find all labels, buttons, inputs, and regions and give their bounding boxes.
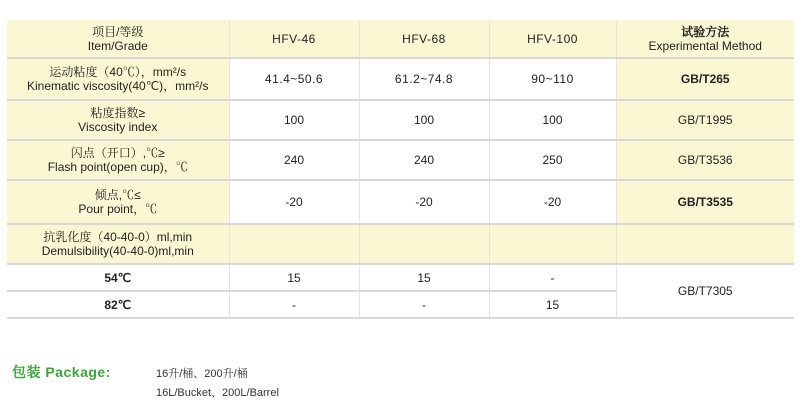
row-label-en: Pour point，℃ bbox=[78, 202, 158, 216]
row-viscosity-index bbox=[7, 100, 794, 140]
row-value-grade-1: -20 bbox=[229, 180, 359, 224]
row-value-grade-1: 15 bbox=[229, 264, 359, 291]
row-demulsibility-54 bbox=[7, 264, 794, 291]
header-method-cell bbox=[616, 20, 794, 58]
row-value-grade-1 bbox=[229, 224, 359, 264]
row-demulsibility bbox=[7, 224, 794, 264]
row-label-cell bbox=[7, 100, 229, 140]
demulsibility-method: GB/T7305 bbox=[616, 264, 794, 318]
row-value-grade-2: -20 bbox=[359, 180, 489, 224]
row-value-grade-3: 250 bbox=[489, 140, 616, 180]
row-pour-point bbox=[7, 180, 794, 224]
row-temperature: 82℃ bbox=[7, 291, 229, 318]
header-grade-2: HFV-68 bbox=[359, 20, 489, 58]
row-temperature: 54℃ bbox=[7, 264, 229, 291]
row-value-grade-1: 240 bbox=[229, 140, 359, 180]
package-line-en: 16L/Bucket、200L/Barrel bbox=[156, 387, 279, 399]
row-value-grade-2: - bbox=[359, 291, 489, 318]
row-label-en: Kinematic viscosity(40℃)，mm²/s bbox=[26, 79, 209, 93]
row-value-grade-2: 100 bbox=[359, 100, 489, 140]
row-value-grade-3: 100 bbox=[489, 100, 616, 140]
row-method: GB/T1995 bbox=[616, 100, 794, 140]
row-label-en: Flash point(open cup)，℃ bbox=[47, 160, 188, 174]
row-method: GB/T3536 bbox=[616, 140, 794, 180]
row-label-cn: 闪点（开口）,℃≥ bbox=[70, 146, 165, 160]
row-value-grade-2 bbox=[359, 224, 489, 264]
row-label-cell bbox=[7, 140, 229, 180]
header-grade-1: HFV-46 bbox=[229, 20, 359, 58]
header-item-en: Item/Grade bbox=[87, 38, 148, 53]
row-method: GB/T3535 bbox=[616, 180, 794, 224]
specification-table bbox=[7, 20, 794, 319]
row-label-cell bbox=[7, 58, 229, 100]
row-value-grade-2: 240 bbox=[359, 140, 489, 180]
row-value-grade-2: 15 bbox=[359, 264, 489, 291]
row-flash-point bbox=[7, 140, 794, 180]
row-method: GB/T265 bbox=[616, 58, 794, 100]
row-value-grade-3: 90~110 bbox=[489, 58, 616, 100]
row-value-grade-1: 41.4~50.6 bbox=[229, 58, 359, 100]
row-value-grade-2: 61.2~74.8 bbox=[359, 58, 489, 100]
row-label-cn: 抗乳化度（40-40-0）ml,min bbox=[43, 230, 193, 244]
package-label: 包装 Package: bbox=[12, 364, 111, 380]
row-label-en: Viscosity index bbox=[78, 120, 158, 134]
header-grade-3: HFV-100 bbox=[489, 20, 616, 58]
row-label-cn: 运动粘度（40℃），mm²/s bbox=[49, 65, 187, 79]
header-item-cell bbox=[7, 20, 229, 58]
row-label-en: Demulsibility(40-40-0)ml,min bbox=[41, 244, 194, 258]
row-value-grade-3: 15 bbox=[489, 291, 616, 318]
row-label-cn: 倾点,℃≤ bbox=[94, 188, 141, 202]
row-label-cell bbox=[7, 180, 229, 224]
header-method-cn: 试验方法 bbox=[681, 24, 730, 39]
header-item-cn: 项目/等级 bbox=[92, 24, 144, 39]
header-method-en: Experimental Method bbox=[648, 38, 762, 53]
row-value-grade-3: - bbox=[489, 264, 616, 291]
header-row bbox=[7, 20, 794, 58]
row-value-grade-1: 100 bbox=[229, 100, 359, 140]
row-label-cn: 粘度指数≥ bbox=[90, 106, 146, 120]
row-method bbox=[616, 224, 794, 264]
package-line-cn: 16升/桶、200升/桶 bbox=[156, 368, 248, 380]
row-kinematic-viscosity bbox=[7, 58, 794, 100]
row-value-grade-3 bbox=[489, 224, 616, 264]
row-value-grade-3: -20 bbox=[489, 180, 616, 224]
row-label-cell bbox=[7, 224, 229, 264]
row-value-grade-1: - bbox=[229, 291, 359, 318]
